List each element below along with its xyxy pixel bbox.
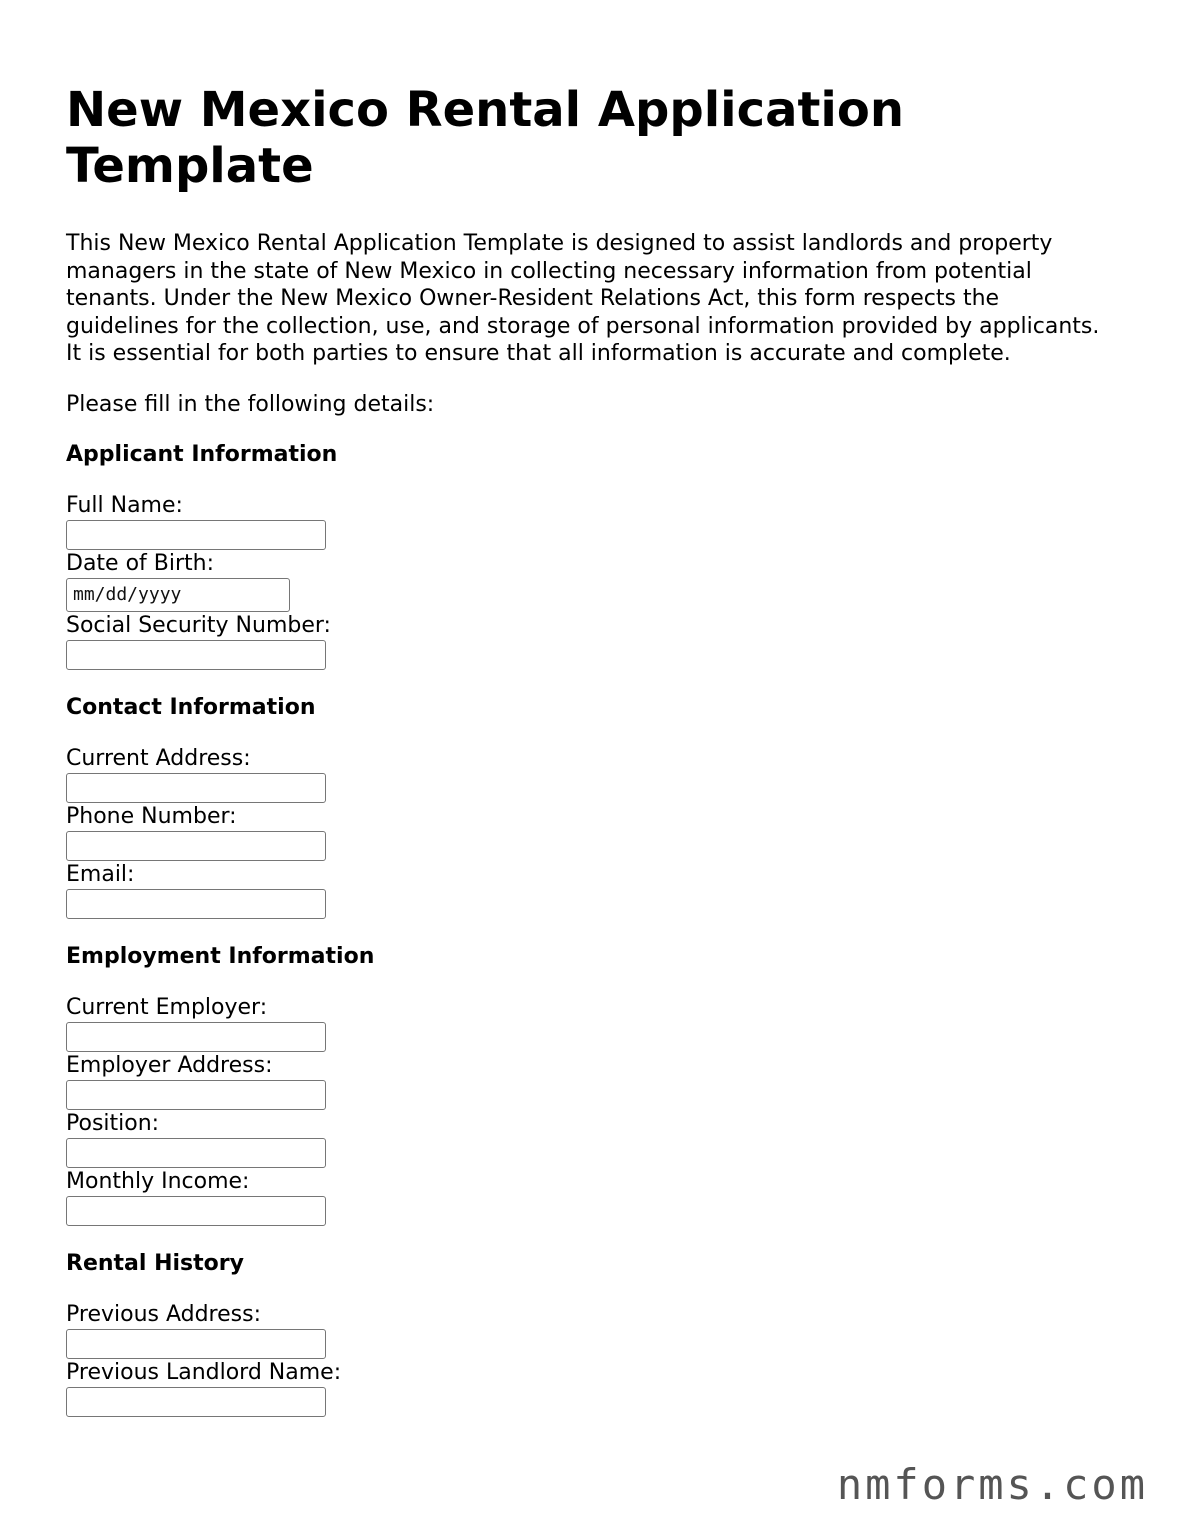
rental-history-fields <box>66 1301 1126 1417</box>
fill-prompt: Please fill in the following details: <box>66 391 435 417</box>
full-name-label: Full Name: <box>66 492 183 518</box>
employer-address-label: Employer Address: <box>66 1052 273 1078</box>
site-watermark: nmforms.com <box>836 1460 1148 1509</box>
employment-fields <box>66 994 1126 1226</box>
phone-number-input[interactable] <box>66 831 326 861</box>
contact-section-heading: Contact Information <box>66 694 316 720</box>
previous-landlord-name-input[interactable] <box>66 1387 326 1417</box>
form-page <box>66 82 1126 1417</box>
contact-fields <box>66 745 1126 919</box>
full-name-input[interactable] <box>66 520 326 550</box>
applicant-fields <box>66 492 1126 670</box>
previous-landlord-name-label: Previous Landlord Name: <box>66 1359 342 1385</box>
phone-number-label: Phone Number: <box>66 803 237 829</box>
position-input[interactable] <box>66 1138 326 1168</box>
current-address-input[interactable] <box>66 773 326 803</box>
page-title: New Mexico Rental Application Template <box>66 82 905 194</box>
monthly-income-input[interactable] <box>66 1196 326 1226</box>
intro-paragraph: This New Mexico Rental Application Template is designed to assist landlords and property managers in the state of New Mexico in collecting necessary information from potential tenants. Under the New Mexico Owner-Resident Relations Act, this form respects the guidelines for the collection, use, and storage of personal information provided by applicants. It is essential for both parties to ensure that all information is accurate and complete. <box>66 231 1100 367</box>
applicant-section-heading: Applicant Information <box>66 441 338 467</box>
date-of-birth-label: Date of Birth: <box>66 550 215 576</box>
ssn-label: Social Security Number: <box>66 612 331 638</box>
ssn-input[interactable] <box>66 640 326 670</box>
current-address-label: Current Address: <box>66 745 251 771</box>
employment-section-heading: Employment Information <box>66 943 375 969</box>
email-label: Email: <box>66 861 135 887</box>
email-input[interactable] <box>66 889 326 919</box>
monthly-income-label: Monthly Income: <box>66 1168 250 1194</box>
position-label: Position: <box>66 1110 160 1136</box>
rental-history-section-heading: Rental History <box>66 1250 244 1276</box>
previous-address-label: Previous Address: <box>66 1301 261 1327</box>
previous-address-input[interactable] <box>66 1329 326 1359</box>
employer-address-input[interactable] <box>66 1080 326 1110</box>
current-employer-label: Current Employer: <box>66 994 268 1020</box>
current-employer-input[interactable] <box>66 1022 326 1052</box>
date-of-birth-input[interactable]: mm/dd/yyyy <box>66 578 290 612</box>
